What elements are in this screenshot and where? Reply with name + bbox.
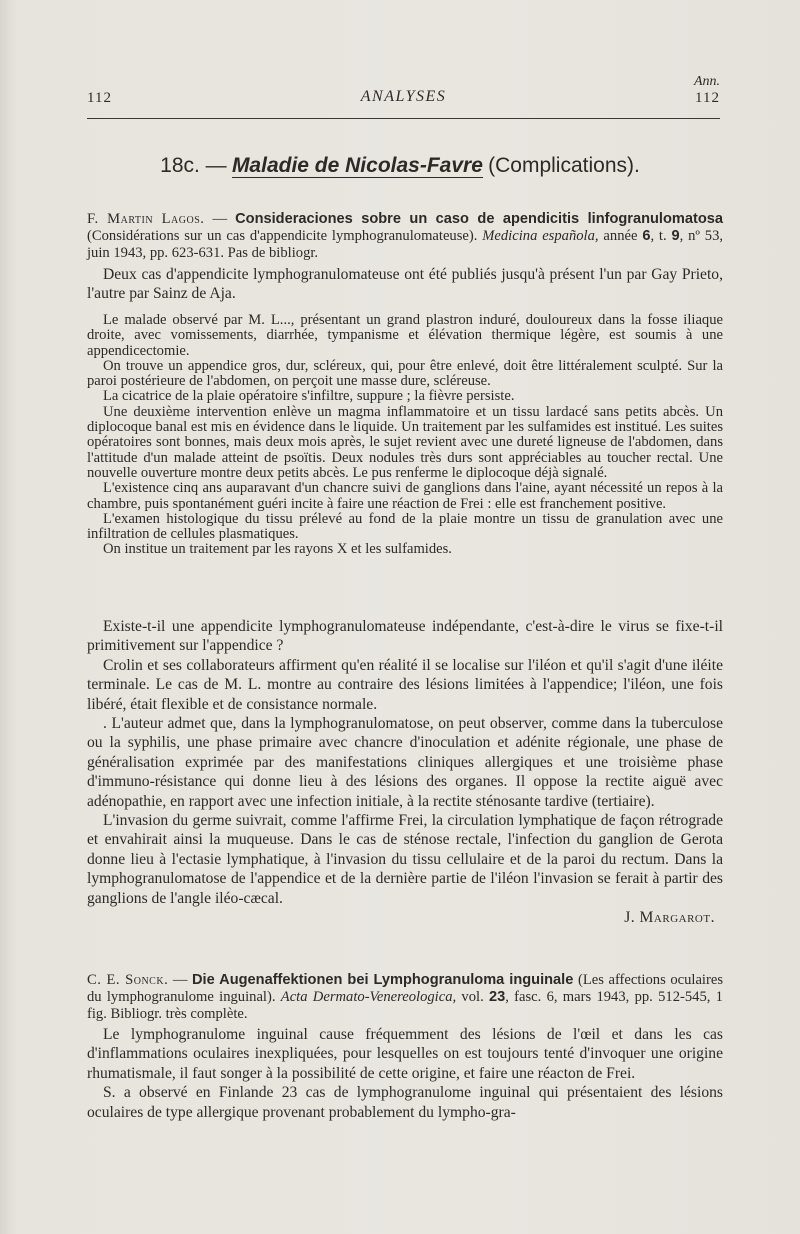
entry1-paragraph-9: Existe-t-il une appendicite lymphogranulomateuse indépendante, c'est-à-dire le virus se fixe-t-il primitivement sur l'appendice ? (87, 618, 723, 655)
section-heading (0, 153, 800, 178)
entry1-paragraph-10: Crolin et ses collaborateurs affirment qu'en réalité il se localise sur l'iléon et qu'il s'agit d'une iléite terminale. Le cas de M. L. montre au contraire des lésions limitées à l'appendice; l'iléon, une fois libéré, était flexible et de consistance normale. (87, 656, 723, 713)
entry1-signature-row (87, 908, 723, 927)
entry1-paragraph-12: L'invasion du germe suivrait, comme l'affirme Frei, la circulation lymphatique de façon rétrograde et envahirait ainsi la muqueuse. Dans le cas de sténose rectale, l'infection du ganglion de Gerota donne lieu à l'ectasie lymphatique, à l'invasion du tissu cellulaire et de la paroi du rectum. Dans la lymphogranulomatose de l'appendice et de la dernière partie de l'iléon l'invasion se ferait à partir des ganglions de l'angle iléo-cæcal. (87, 812, 723, 907)
page-number-left: 112 (87, 90, 112, 106)
entry1-dash: — (212, 211, 228, 227)
entry1-year-vol: 6 (642, 228, 651, 244)
entry1-paragraph-1: Deux cas d'appendicite lymphogranulomateuse ont été publiés jusqu'à présent l'un par Gay Prieto, l'autre par Sainz de Aja. (87, 266, 723, 303)
entry1-ref-rest: , nº 53, juin 1943, pp. 623-631. Pas de bibliogr. (87, 228, 724, 261)
entry1-paragraph-5: Une deuxième intervention enlève un magma inflammatoire et un tissu lardacé sans petits abcès. Un diplocoque banal est mis en évidence dans le liquide. Un traitement par les sulfamides est institué. Les suites opératoires sont bonnes, mais deux mois après, le sujet revient avec une dureté ligneuse de l'abdomen, dans l'attitude d'un malade atteint de psoïtis. Deux nodules très durs sont appréciables au toucher rectal. Une nouvelle ouverture montre deux petits abcès. Le pus renferme le diplocoque déjà signalé. (87, 403, 723, 481)
running-title: ANALYSES (360, 88, 447, 105)
entry1-translation: (Considérations sur un cas d'appendicite lymphogranulomateuse). (87, 228, 478, 244)
page-header (87, 74, 720, 120)
entry2-journal: Acta Dermato-Venereologica, (280, 989, 457, 1005)
entry2-title: Die Augenaffektionen bei Lymphogranuloma inguinale (192, 972, 574, 988)
section-subtitle: (Complications). (488, 154, 640, 177)
entry2-volume: 23 (489, 989, 506, 1005)
entry1-journal: Medicina española, (482, 228, 599, 244)
entry1-paragraph-2: Le malade observé par M. L..., présentant un grand plastron induré, douloureux dans la fosse iliaque droite, avec vomissements, diarrhée, tympanisme et élévation thermique légère, est soumis à une appendicectomie. (87, 312, 723, 359)
section-title: Maladie de Nicolas-Favre (231, 154, 483, 177)
entry1-reference (87, 211, 723, 262)
entry1-title: Consideraciones sobre un caso de apendicitis linfogranulomatosa (235, 211, 723, 227)
entry1-discussion (87, 617, 723, 928)
entry1-case (87, 313, 723, 558)
entry1-tome: 9 (671, 228, 680, 244)
entry2-body (87, 1025, 723, 1122)
entry2-paragraph-1: Le lymphogranulome inguinal cause fréquemment des lésions de l'œil et dans les cas d'inflammations oculaires inexpliquées, pour lesquelles on est toujours tenté d'invoquer une origine rhumatismale, il faut songer à la possibilité de cette origine, et faire une réacton de Frei. (87, 1026, 723, 1082)
entry1-paragraph-3: On trouve un appendice gros, dur, scléreux, qui, pour être enlevé, doit être littéralement sculpté. Sur la paroi postérieure de l'abdomen, on perçoit une masse dure, scléreuse. (87, 357, 723, 390)
entry2-reference (87, 972, 723, 1023)
entry2-paragraph-2: S. a observé en Finlande 23 cas de lymphogranulome inguinal qui présentaient des lésions oculaires de type allergique provenant probablement du lympho-gra- (87, 1084, 723, 1121)
header-rule (87, 118, 720, 119)
entry1-paragraph-8: On institue un traitement par les rayons X et les sulfamides. (103, 541, 452, 558)
entry2-vol-label: vol. (461, 989, 484, 1005)
entry2-dash: — (172, 972, 188, 988)
entry1-author: F. Martin Lagos. (87, 211, 205, 227)
entry1-signature: J. Margarot. (624, 909, 715, 927)
entry1-intro (87, 265, 723, 304)
entry1-tome-label: , t. (650, 228, 667, 244)
section-number: 18c. — (160, 154, 227, 177)
entry1-annee: année (603, 228, 638, 244)
entry2-author: C. E. Sonck. (87, 972, 169, 988)
entry2-translation: (Les affections oculaires du lymphogranulome inguinal). (87, 972, 724, 1005)
entry1-paragraph-6: L'existence cinq ans auparavant d'un chancre suivi de ganglions dans l'aine, ayant nécessité un repos à la chambre, puis spontanément guéri incite à faire une réaction de Frei : elle est franchement positive. (87, 480, 723, 512)
entry1-paragraph-11: . L'auteur admet que, dans la lymphogranulomatose, on peut observer, comme dans la tuberculose ou la syphilis, une phase primaire avec chancre d'inoculation et adénite régionale, une phase de généralisation exprimée par des manifestations cliniques allergiques et une troisième phase d'immuno-résistance qui donne lieu à des lésions des organes. Il oppose la rectite aiguë avec adénopathie, en rapport avec une infection initiale, à la rectite sténosante tardive (tertiaire). (87, 715, 723, 810)
entry1-paragraph-7: L'examen histologique du tissu prélevé au fond de la plaie montre un tissu de granulation avec une infiltration de cellules plasmatiques. (87, 510, 723, 543)
entry2-ref-rest: , fasc. 6, mars 1943, pp. 512-545, 1 fig. Bibliogr. très complète. (87, 989, 723, 1022)
page-number-right: 112 (695, 90, 720, 106)
annotation-label: Ann. (693, 74, 720, 89)
entry1-paragraph-4: La cicatrice de la plaie opératoire s'infiltre, suppure ; la fièvre persiste. (103, 388, 515, 405)
